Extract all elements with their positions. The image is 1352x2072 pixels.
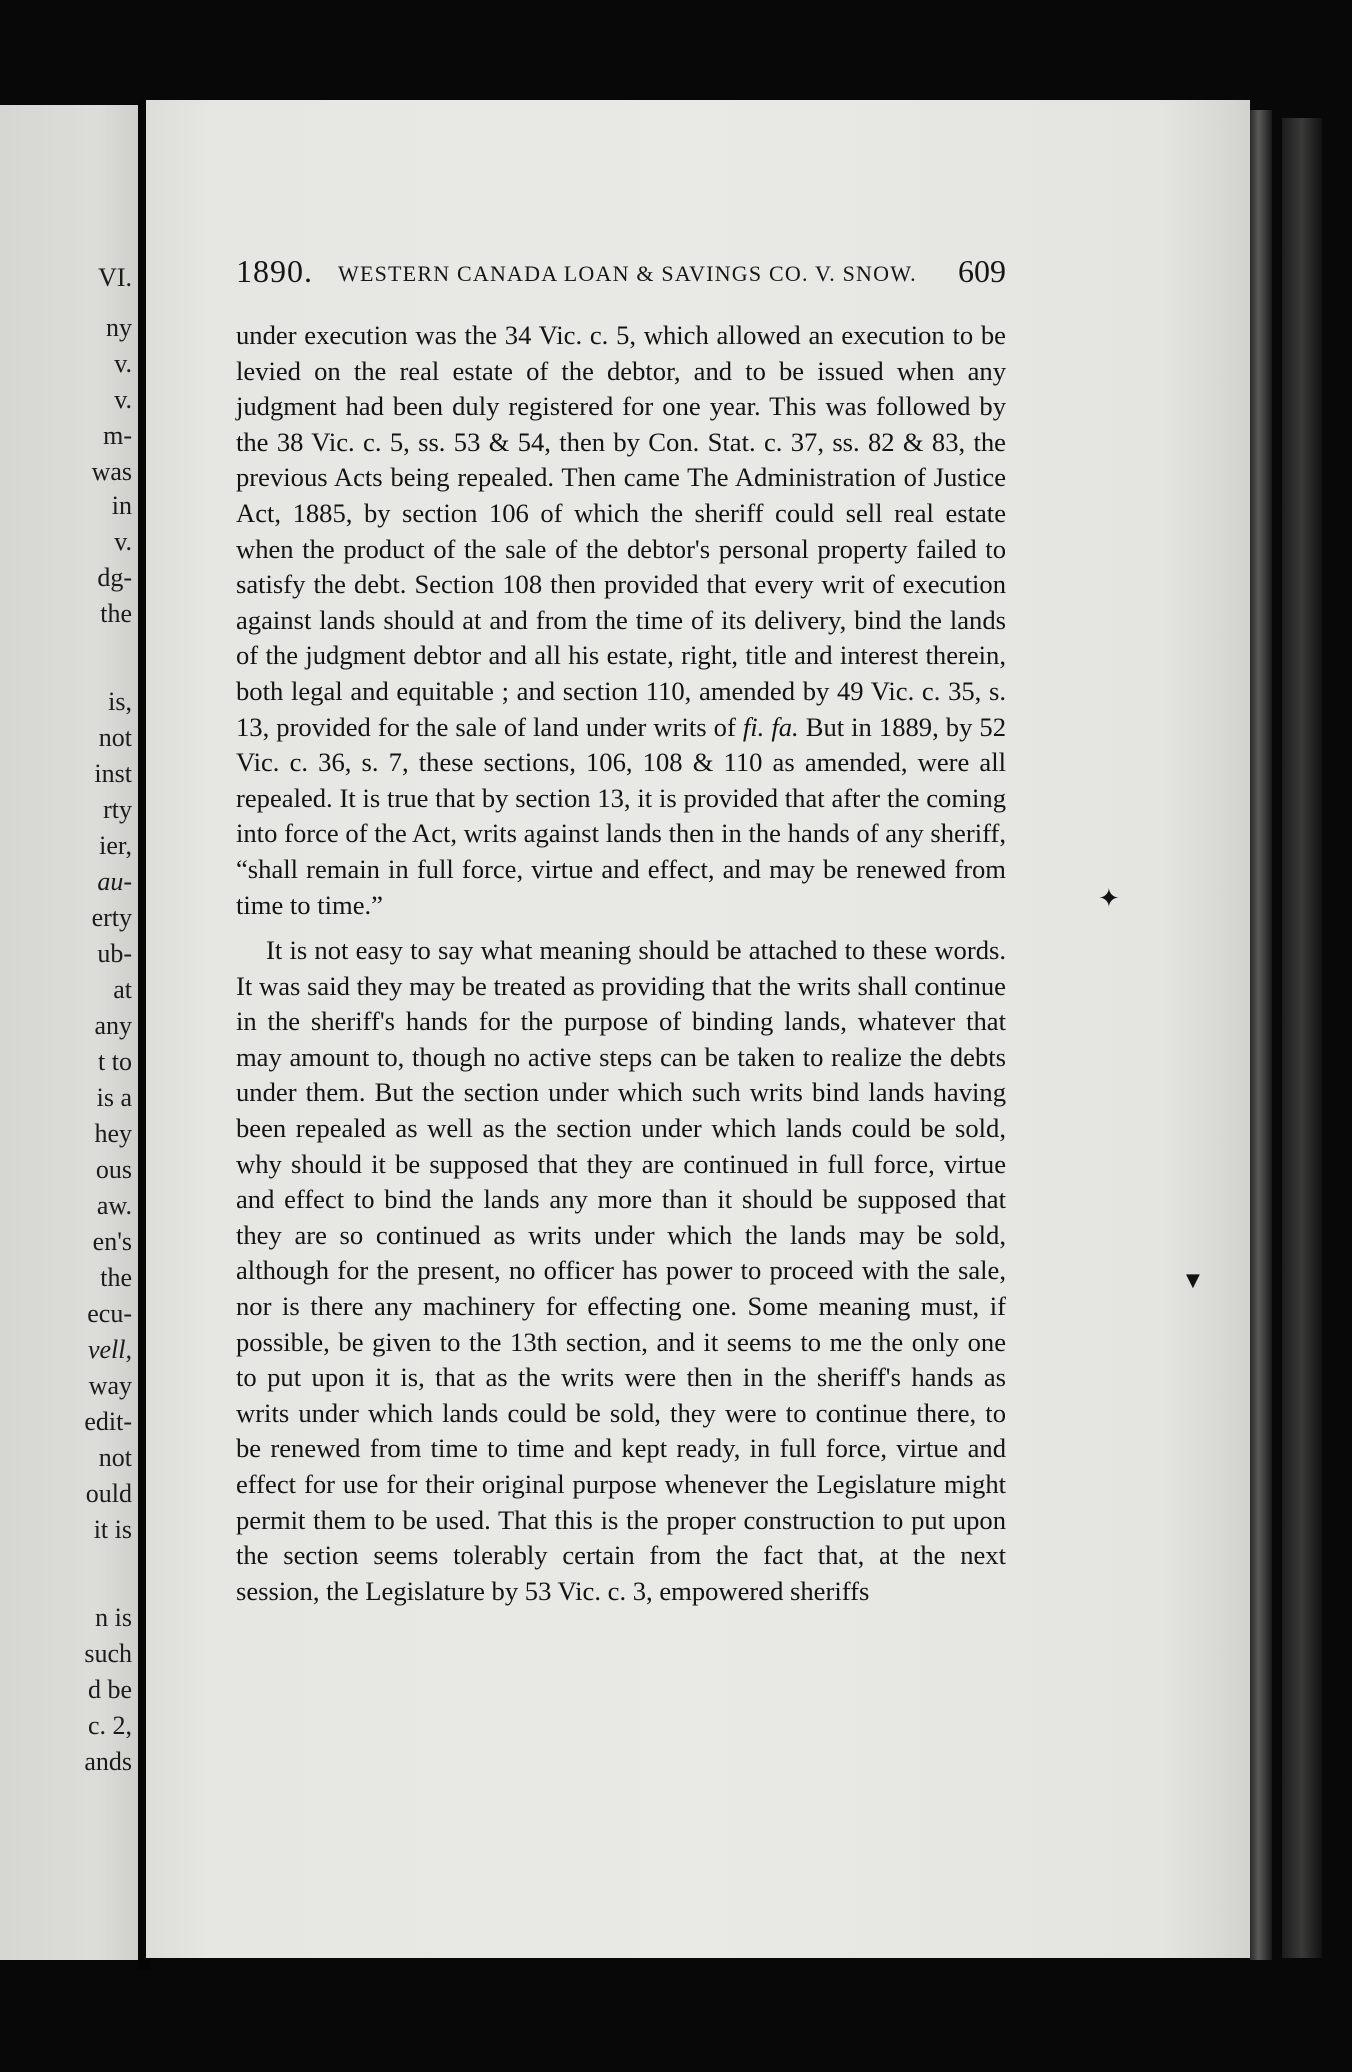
facing-page-fragment: au-	[97, 867, 132, 896]
ink-blot-mark: ✦	[1098, 884, 1120, 914]
facing-page-fragment: v.	[114, 527, 132, 556]
running-head-year: 1890.	[236, 253, 313, 289]
facing-page-fragment: ands	[84, 1747, 132, 1776]
facing-page-fragment: rty	[103, 795, 132, 824]
facing-page-fragment: vell,	[87, 1335, 132, 1364]
facing-page-fragment: ny	[106, 313, 132, 342]
facing-page-fragment: hey	[94, 1119, 132, 1148]
facing-page-fragment: en's	[92, 1227, 132, 1256]
facing-page-fragment: it is	[93, 1515, 132, 1544]
facing-page-fragment: v.	[114, 385, 132, 414]
italic-fi-fa: fi. fa.	[742, 711, 799, 742]
facing-page-fragment: VI.	[98, 263, 132, 292]
facing-page-fragment: in	[111, 491, 132, 520]
facing-page-fragment: t to	[98, 1047, 132, 1076]
facing-page-fragment: any	[94, 1011, 132, 1040]
facing-page-fragment: the	[100, 1263, 132, 1292]
facing-page-left	[0, 105, 138, 1960]
facing-page-fragment: m-	[103, 421, 132, 450]
facing-page-fragment: the	[100, 599, 132, 628]
facing-page-fragment: d be	[87, 1675, 132, 1704]
facing-page-fragment: such	[84, 1639, 132, 1668]
facing-page-fragment: ier,	[99, 831, 132, 860]
paragraph-1-text: under execution was the 34 Vic. c. 5, which allowed an execution to be levied on the real estate of the debtor, and to be issued when any judgment had been duly registered for one year. This was followed by the 38 Vic. c. 5, ss. 53 & 54, then by Con. Stat. c. 37, ss. 82 & 83, the previous Acts being repealed. Then came The Administration of Justice Act, 1885, by section 106 of which the sheriff could sell real estate when the product of the sale of the debtor's personal property failed to satisfy the debt. Section 108 then provided that every writ of execution against lands should at and from the time of its delivery, bind the lands of the judgment debtor and all his estate, right, title and interest therein, both legal and equitable ; and section 110, amended by 49 Vic. c. 35, s. 13, provided for the sale of land under writs of	[236, 320, 1006, 742]
facing-page-fragment: v.	[114, 349, 132, 378]
facing-page-fragment: erty	[91, 903, 132, 932]
facing-page-fragment: c. 2,	[87, 1711, 132, 1740]
ink-speck-mark: ▼	[1186, 1270, 1200, 1291]
facing-page-fragment: not	[98, 1443, 132, 1472]
paragraph-1-text-continued: But in 1889, by 52 Vic. c. 36, s. 7, these sections, 106, 108 & 110 as amended, were all repealed. It is true that by section 13, it is provided that after the coming into force of the Act, writs against lands then in the hands of any sheriff, “shall remain in full force, virtue and effect, and may be renewed from time to time.”	[236, 711, 1006, 920]
facing-page-fragment: is a	[96, 1083, 132, 1112]
page-stack-edge	[1282, 118, 1322, 1958]
facing-page-fragment: ous	[95, 1155, 132, 1184]
facing-page-fragment: dg-	[97, 563, 132, 592]
body-paragraph-1	[236, 318, 1006, 923]
facing-page-fragment: at	[113, 975, 132, 1004]
facing-page-fragment: not	[98, 723, 132, 752]
facing-page-fragment: n is	[95, 1603, 132, 1632]
running-head	[236, 253, 1006, 293]
page-body	[236, 318, 1006, 1609]
facing-page-fragment: edit-	[84, 1407, 132, 1436]
body-paragraph-2: It is not easy to say what meaning should be attached to these words. It was said they may be treated as providing that the writs shall continue in the sheriff's hands for the purpose of binding lands, whatever that may amount to, though no active steps can be taken to realize the debts under them. But the section under which such writs bind lands having been repealed as well as the section under which lands could be sold, why should it be supposed that they are continued in full force, virtue and effect to bind the lands any more than it should be supposed that they are so continued as writs under which the lands may be sold, although for the present, no officer has power to proceed with the sale, nor is there any machinery for effecting one. Some meaning must, if possible, be given to the 13th section, and it seems to me the only one to put upon it is, that as the writs were then in the sheriff's hands as writs under which lands could be sold, they were to continue there, to be renewed from time to time and kept ready, in full force, virtue and effect for use for their original purpose whenever the Legislature might permit them to be used. That this is the proper construction to put upon the section seems tolerably certain from the fact that, at the next session, the Legislature by 53 Vic. c. 3, empowered sheriffs	[236, 935, 1006, 1606]
facing-page-fragment: was	[91, 457, 132, 486]
facing-page-fragment: ould	[85, 1479, 132, 1508]
facing-page-fragment: way	[88, 1371, 132, 1400]
facing-page-fragment: ecu-	[87, 1299, 132, 1328]
facing-page-fragment: aw.	[96, 1191, 132, 1220]
page-number: 609	[958, 253, 1006, 289]
facing-page-fragment: ub-	[97, 939, 132, 968]
facing-page-fragment: inst	[94, 759, 132, 788]
facing-page-fragment: is,	[108, 687, 132, 716]
running-head-case-title: WESTERN CANADA LOAN & SAVINGS CO. V. SNOW.	[338, 261, 917, 286]
page-edge-shadow	[1250, 110, 1272, 1960]
